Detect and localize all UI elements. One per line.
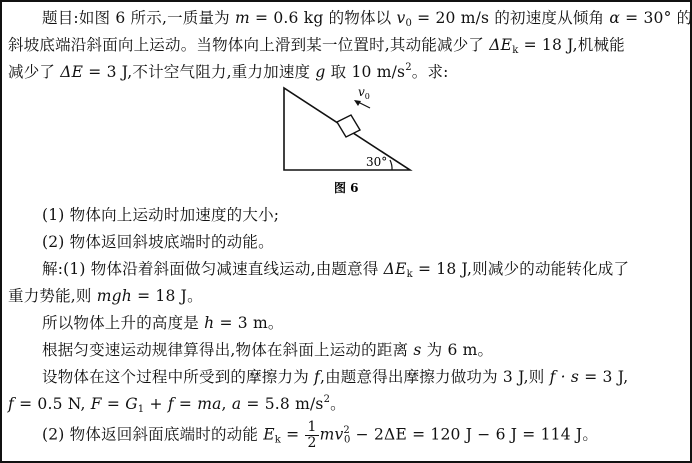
figure-caption: 图 6 [334,181,359,195]
solution-line-2: 重力势能,则 mgh = 18 J。 [8,287,203,305]
solution-line-4: 根据匀变速运动规律算得出,物体在斜面上运动的距离 s 为 6 m。 [42,341,494,359]
problem-line-1: 题目:如图 6 所示,一质量为 m = 0.6 kg 的物体以 $v_0 = 20$ m/s 的初速度从倾角 α = 30° 的 [42,9,692,29]
block [337,115,360,137]
question-2: (2) 物体返回斜坡底端时的动能。 [42,233,274,251]
solution-line-5: 设物体在这个过程中所受到的摩擦力为 f,由题意得出摩擦力做功为 3 J,则 f · s = 3 J, [42,368,629,386]
solution-line-7: (2) 物体返回斜面底端时的动能 $E_k$ = $\frac{1}{2}$ $mv^2_0 - 2\Delta E = 120$ J − 6 J = 114 J。 [42,419,599,451]
velocity-label: $v_0$ [358,85,370,101]
solution-line-6: f = 0.5 N, $F = G_1 + f$ = ma, a = 5.8 $m/s^2$。 [8,394,346,415]
problem-line-3: 减少了 ΔE = 3 J,不计空气阻力,重力加速度 g 取 10 $m/s^2$。求: [8,62,449,81]
solution-line-1: 解:(1) 物体沿着斜面做匀减速直线运动,由题意得 $\Delta E_k = 18$ J,则减少的动能转化成了 [42,260,630,280]
incline-figure [270,84,430,204]
question-1: (1) 物体向上运动时加速度的大小; [42,206,280,224]
angle-arc [390,160,392,170]
fraction-half: $\frac{1}{2}$ [307,419,317,451]
angle-label: 30° [366,155,388,169]
problem-line-2: 斜坡底端沿斜面向上运动。当物体向上滑到某一位置时,其动能减少了 $\Delta E_k = 18$ J,机械能 [8,36,625,56]
solution-line-3: 所以物体上升的高度是 h = 3 m。 [42,314,284,332]
